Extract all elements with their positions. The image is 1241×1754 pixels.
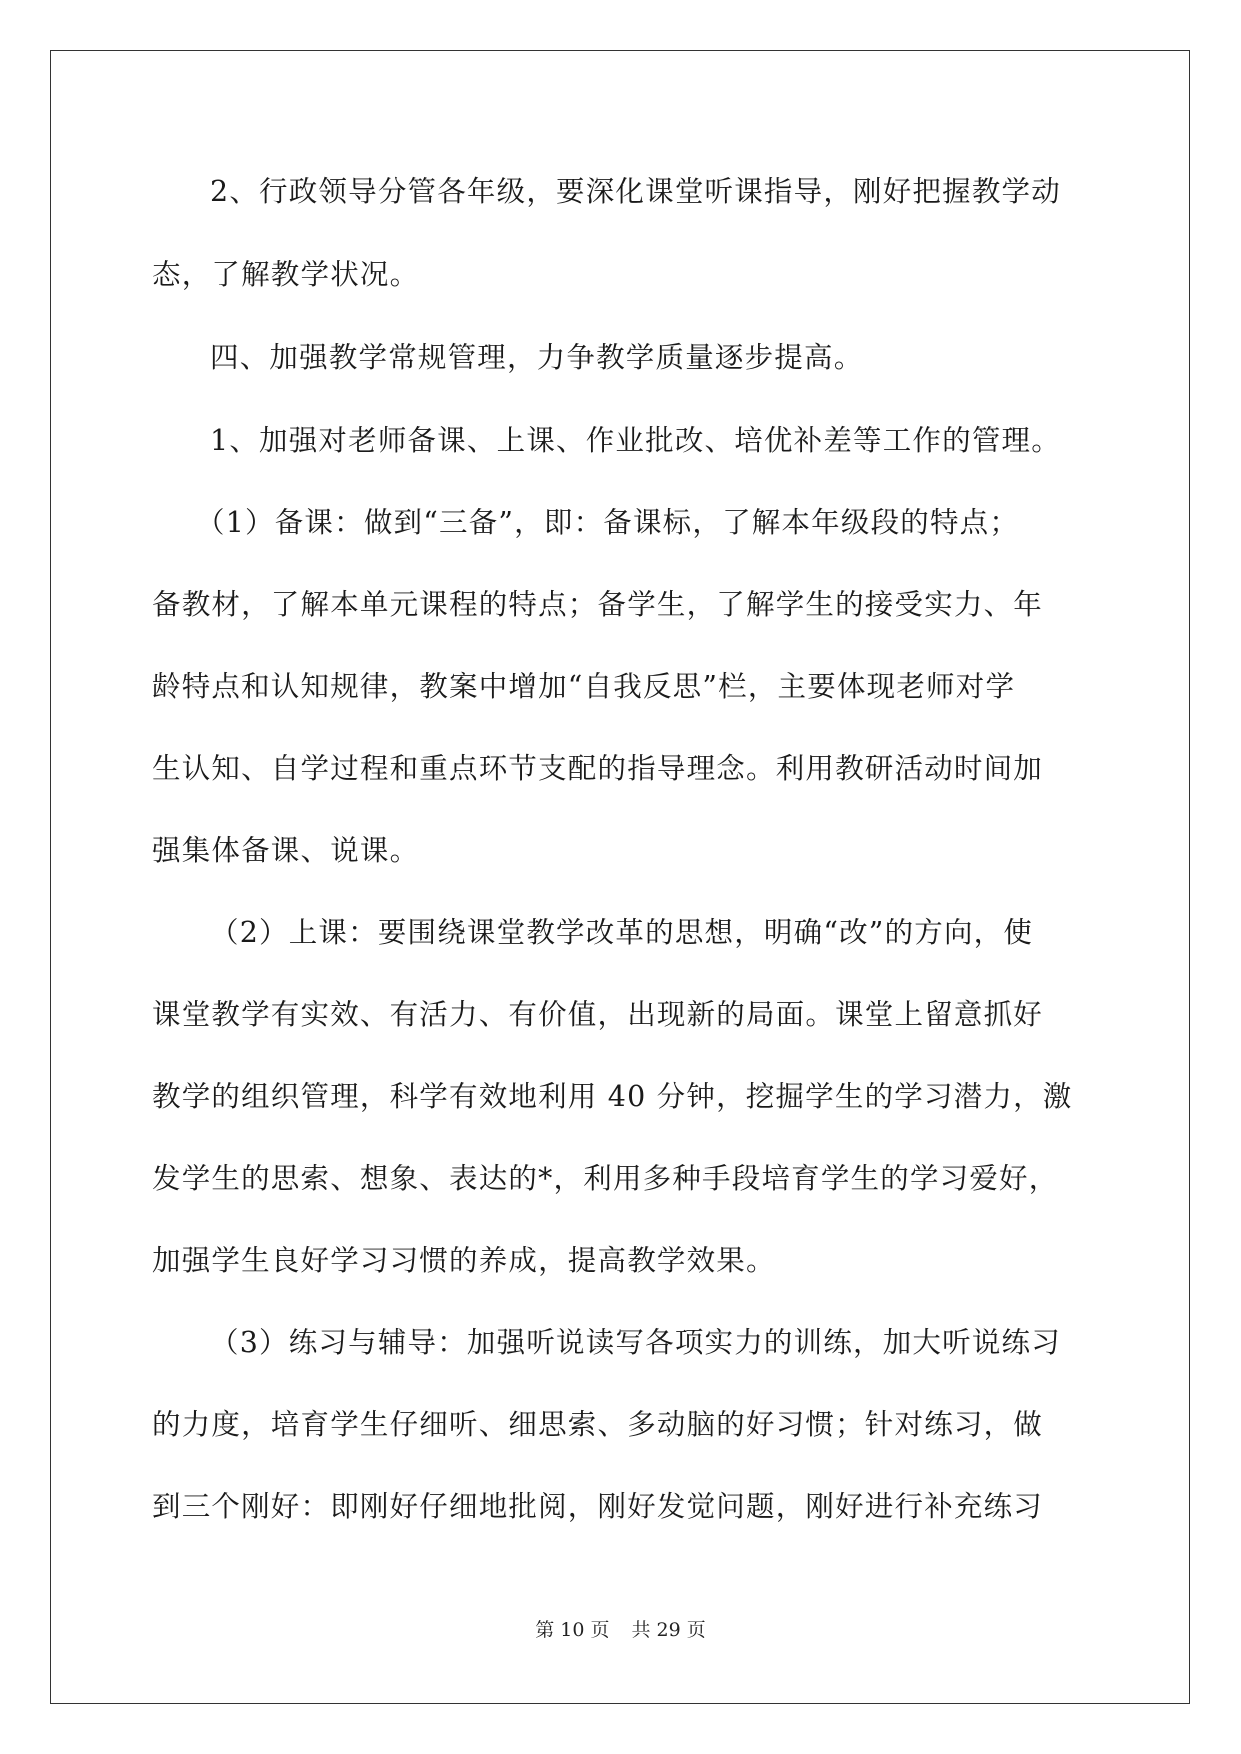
- text-line: 的力度，培育学生仔细听、细思索、多动脑的好习惯；针对练习，做: [152, 1408, 1044, 1441]
- text-line: 备教材，了解本单元课程的特点；备学生，了解学生的接受实力、年: [152, 588, 1044, 621]
- text-line: 发学生的思索、想象、表达的*，利用多种手段培育学生的学习爱好，: [152, 1162, 1059, 1195]
- text-line: （2）上课：要围绕课堂教学改革的思想，明确“改”的方向，使: [210, 916, 1034, 949]
- text-line: 教学的组织管理，科学有效地利用 40 分钟，挖掘学生的学习潜力，激: [152, 1080, 1073, 1113]
- text-line: 强集体备课、说课。: [152, 834, 420, 867]
- total-pages: 共 29 页: [631, 1619, 706, 1641]
- text-line: （3）练习与辅导：加强听说读写各项实力的训练，加大听说练习: [210, 1326, 1061, 1359]
- text-line: 龄特点和认知规律，教案中增加“自我反思”栏，主要体现老师对学: [152, 670, 1016, 703]
- text-line: 1、加强对老师备课、上课、作业批改、培优补差等工作的管理。: [210, 424, 1061, 457]
- text-line: 到三个刚好：即刚好仔细地批阅，刚好发觉问题，刚好进行补充练习: [152, 1490, 1044, 1523]
- text-line: （1）备课：做到“三备”，即：备课标，了解本年级段的特点；: [196, 506, 1020, 539]
- page-border: [50, 50, 1190, 1704]
- text-line: 生认知、自学过程和重点环节支配的指导理念。利用教研活动时间加: [152, 752, 1044, 785]
- text-line: 加强学生良好学习习惯的养成，提高教学效果。: [152, 1244, 776, 1277]
- text-line: 态，了解教学状况。: [152, 258, 420, 291]
- section-heading: 四、加强教学常规管理，力争教学质量逐步提高。: [210, 341, 864, 374]
- text-line: 课堂教学有实效、有活力、有价值，出现新的局面。课堂上留意抓好: [152, 998, 1044, 1031]
- page-number: 第 10 页: [535, 1619, 610, 1641]
- page-footer: [0, 1616, 1241, 1644]
- text-line: 2、行政领导分管各年级，要深化课堂听课指导，刚好把握教学动: [210, 175, 1061, 208]
